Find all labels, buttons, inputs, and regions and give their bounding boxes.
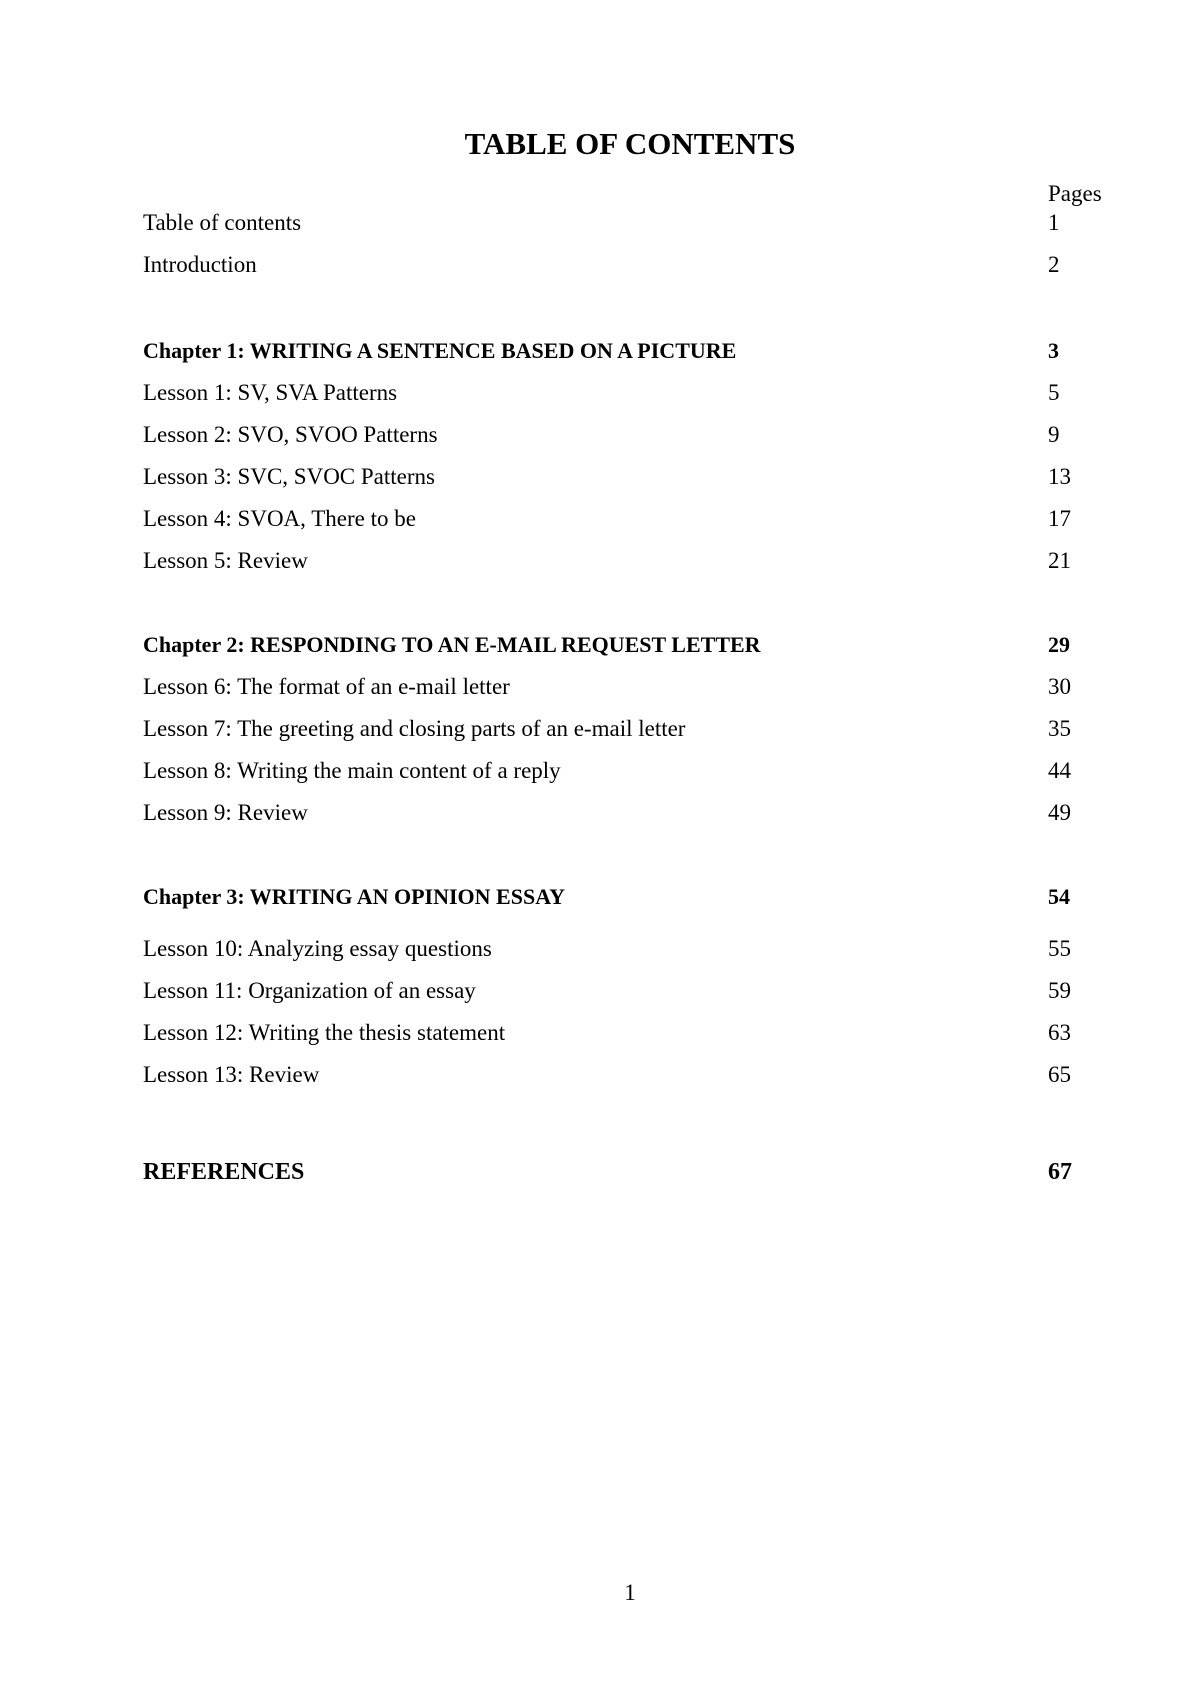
toc-entry[interactable] bbox=[143, 756, 1123, 786]
toc-entry-label: Lesson 8: Writing the main content of a reply bbox=[143, 758, 561, 783]
toc-entry-label: Lesson 6: The format of an e-mail letter bbox=[143, 674, 510, 699]
toc-entry[interactable] bbox=[143, 934, 1123, 964]
chapter-heading-label: Chapter 1: WRITING A SENTENCE BASED ON A PICTURE bbox=[143, 338, 737, 363]
toc-entry-label: Introduction bbox=[143, 252, 257, 277]
toc-entry-page: 2 bbox=[1048, 252, 1060, 277]
chapter-heading-page: 3 bbox=[1048, 338, 1059, 363]
toc-entry-page: 17 bbox=[1048, 506, 1071, 531]
toc-entry-page: 59 bbox=[1048, 978, 1071, 1003]
references-entry[interactable] bbox=[143, 1157, 1123, 1187]
page-number: 1 bbox=[624, 1580, 636, 1605]
toc-entry-page: 55 bbox=[1048, 936, 1071, 961]
toc-entry-label: Lesson 10: Analyzing essay questions bbox=[143, 936, 492, 961]
toc-entry-label: Lesson 7: The greeting and closing parts of an e-mail letter bbox=[143, 716, 686, 741]
toc-entry-page: 1 bbox=[1048, 210, 1060, 235]
toc-entry-label: Lesson 3: SVC, SVOC Patterns bbox=[143, 464, 435, 489]
toc-entry-label: Lesson 11: Organization of an essay bbox=[143, 978, 476, 1003]
toc-entry-label: Lesson 9: Review bbox=[143, 800, 308, 825]
toc-entry-page: 35 bbox=[1048, 716, 1071, 741]
chapter-heading-page: 54 bbox=[1048, 884, 1070, 909]
toc-entry-page: 21 bbox=[1048, 548, 1071, 573]
pages-column-header: Pages bbox=[1048, 181, 1102, 206]
toc-entry-label: Table of contents bbox=[143, 210, 302, 235]
chapter-heading-label: Chapter 2: RESPONDING TO AN E-MAIL REQUEST LETTER bbox=[143, 632, 761, 657]
toc-entry-label: Lesson 4: SVOA, There to be bbox=[143, 506, 416, 531]
toc-entry[interactable] bbox=[143, 208, 1123, 238]
references-label: REFERENCES bbox=[143, 1159, 305, 1185]
toc-entry[interactable] bbox=[143, 504, 1123, 534]
toc-entry-page: 63 bbox=[1048, 1020, 1071, 1045]
toc-entry-page: 44 bbox=[1048, 758, 1071, 783]
toc-entry[interactable] bbox=[143, 1018, 1123, 1048]
toc-entry-page: 49 bbox=[1048, 800, 1071, 825]
toc-entry-label: Lesson 2: SVO, SVOO Patterns bbox=[143, 422, 438, 447]
toc-entry-label: Lesson 13: Review bbox=[143, 1062, 320, 1087]
toc-entry-page: 65 bbox=[1048, 1062, 1071, 1087]
toc-entry-label: Lesson 12: Writing the thesis statement bbox=[143, 1020, 506, 1045]
chapter-heading[interactable] bbox=[143, 630, 1123, 660]
toc-entry[interactable] bbox=[143, 672, 1123, 702]
page-title: TABLE OF CONTENTS bbox=[464, 126, 796, 161]
toc-entry-label: Lesson 5: Review bbox=[143, 548, 308, 573]
toc-entry-page: 13 bbox=[1048, 464, 1071, 489]
toc-entry[interactable] bbox=[143, 420, 1123, 450]
references-page: 67 bbox=[1048, 1159, 1072, 1185]
toc-entry[interactable] bbox=[143, 714, 1123, 744]
toc-entry[interactable] bbox=[143, 462, 1123, 492]
toc-entry[interactable] bbox=[143, 1060, 1123, 1090]
toc-entry[interactable] bbox=[143, 378, 1123, 408]
chapter-heading-label: Chapter 3: WRITING AN OPINION ESSAY bbox=[143, 884, 565, 909]
chapter-heading[interactable] bbox=[143, 882, 1123, 912]
toc-entry-label: Lesson 1: SV, SVA Patterns bbox=[143, 380, 398, 405]
toc-entry[interactable] bbox=[143, 798, 1123, 828]
toc-entry-page: 5 bbox=[1048, 380, 1060, 405]
toc-entry[interactable] bbox=[143, 976, 1123, 1006]
toc-entry-page: 30 bbox=[1048, 674, 1071, 699]
toc-entry-page: 9 bbox=[1048, 422, 1060, 447]
chapter-heading-page: 29 bbox=[1048, 632, 1070, 657]
chapter-heading[interactable] bbox=[143, 336, 1123, 366]
toc-entry[interactable] bbox=[143, 250, 1123, 280]
toc-entry[interactable] bbox=[143, 546, 1123, 576]
